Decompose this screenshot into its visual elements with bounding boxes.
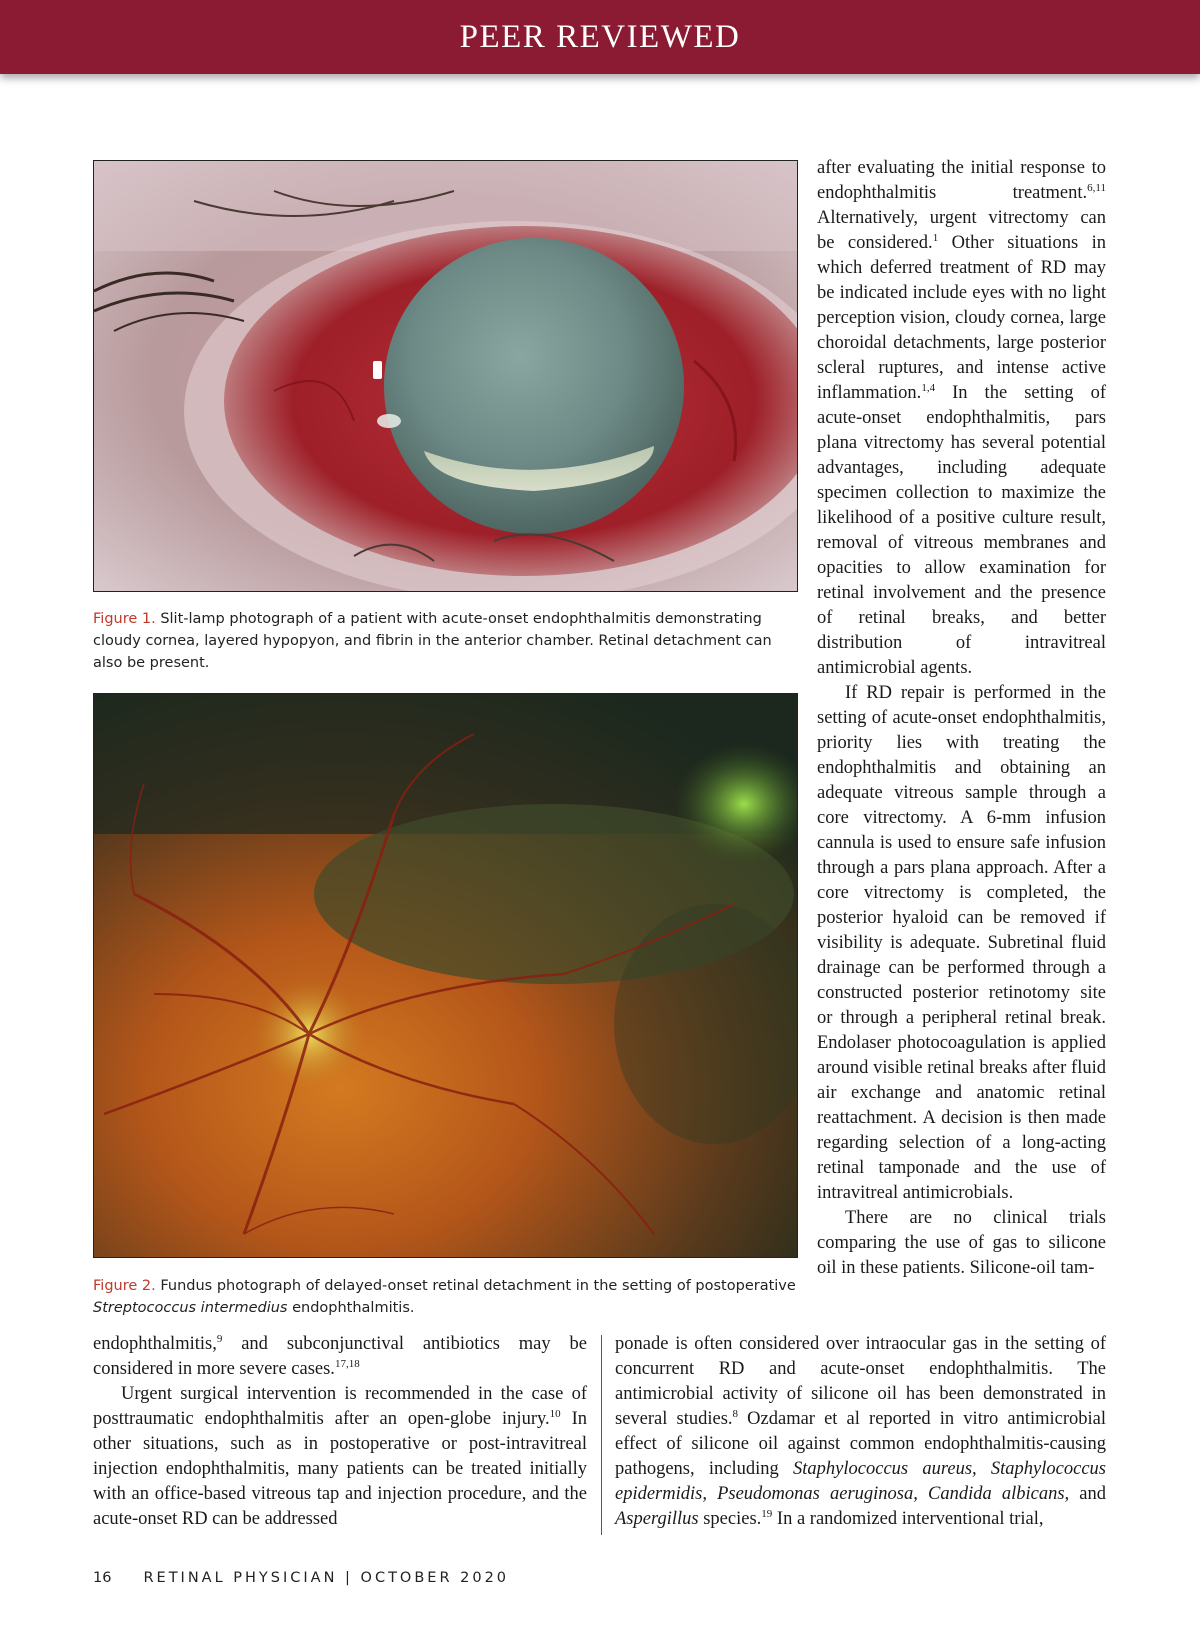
figure-2-caption-text: Fundus photograph of delayed-onset retinal detachment in the setting of postoperative (160, 1278, 796, 1294)
figure-2-label: Figure 2. (93, 1278, 156, 1294)
reference-superscript: 9 (216, 1332, 223, 1345)
text-run: Alternatively, urgent vitrectomy can be considered. (817, 208, 1106, 253)
text-run: endophthalmitis, (93, 1334, 217, 1354)
paragraph (93, 1332, 587, 1382)
text-run: and (1069, 1484, 1106, 1504)
text-run: after evaluating the initial response to endophthalmitis treatment. (817, 158, 1106, 203)
page-number: 16 (93, 1570, 112, 1586)
paragraph (817, 156, 1106, 681)
section-title: PEER REVIEWED (459, 18, 741, 55)
text-run: Other situations in which deferred treatment of RD may be indicated include eyes with no light perception vision, cloudy cornea, large choroidal detachments, large posterior scleral ruptures, and intense active inflammation. (817, 233, 1106, 403)
text-run: In a randomized interventional trial, (772, 1509, 1044, 1529)
right-column-top-text (817, 156, 1106, 1281)
figure-2-caption (93, 1275, 805, 1319)
slit-lamp-image (94, 161, 797, 591)
text-run: species. (698, 1509, 762, 1529)
paragraph (615, 1332, 1106, 1532)
header-banner (0, 0, 1200, 74)
column-divider (601, 1335, 602, 1535)
figure-2-caption-end: endophthalmitis. (292, 1300, 415, 1316)
reference-superscript: 1 (932, 231, 939, 244)
paragraph: If RD repair is performed in the setting of acute-onset endophthalmitis, priority lies with treating the endophthalmitis and obtaining an adequate vitreous sample through a core vitrectomy. A 6-mm infusion cannula is used to ensure safe infusion through a pars plana approach. After a core vitrectomy is completed, the posterior hyaloid can be removed if visibility is adequate. Subretinal fluid drainage can be performed through a constructed posterior retinotomy site or through a peripheral retinal break. Endolaser photocoagulation is applied around visible retinal breaks after fluid air exchange and anatomic retinal reattachment. A decision is then made regarding selection of a long-acting retinal tamponade and the use of intravitreal antimicrobials. (817, 683, 1106, 1203)
text-run: Ozdamar et al reported in vitro antimicrobial effect of silicone oil against common endophthalmitis-causing pathogens, including (615, 1409, 1106, 1479)
figure-2-fundus-photograph (93, 693, 798, 1258)
figure-1-label: Figure 1. (93, 611, 156, 627)
left-column-bottom-text (93, 1332, 587, 1532)
right-column-bottom-text (615, 1332, 1106, 1532)
reference-superscript: 17,18 (334, 1357, 360, 1370)
text-run: Urgent surgical intervention is recommended in the case of posttraumatic endophthalmitis after an open-globe injury. (93, 1384, 587, 1429)
figure-1-slit-lamp-photograph (93, 160, 798, 592)
text-run: ponade is often considered over intraocular gas in the setting of concurrent RD and acute-onset endophthalmitis. The antimicrobial activity of silicone oil has been demonstrated in several studies. (615, 1334, 1106, 1429)
reference-superscript: 19 (761, 1507, 773, 1520)
paragraph (93, 1382, 587, 1532)
text-run: In other situations, such as in postoperative or post-intravitreal injection endophthalmitis, many patients can be treated initially with an office-based vitreous tap and injection procedure, and the acute-onset RD can be addressed (93, 1409, 587, 1529)
reference-superscript: 6,11 (1087, 181, 1106, 194)
reference-superscript: 10 (549, 1407, 561, 1420)
species-names: Staphylococcus aureus, Staphylococcus epidermidis, Pseudomonas aeruginosa, Candida albicans, (615, 1459, 1106, 1504)
paragraph: There are no clinical trials comparing the use of gas to silicone oil in these patients. Silicone-oil tam- (817, 1208, 1106, 1278)
reference-superscript: 8 (732, 1407, 739, 1420)
reference-superscript: 1,4 (921, 381, 936, 394)
figure-1-caption-text: Slit-lamp photograph of a patient with acute-onset endophthalmitis demonstrating cloudy cornea, layered hypopyon, and fibrin in the anterior chamber. Retinal detachment can also be present. (93, 611, 772, 671)
figure-1-caption (93, 608, 805, 674)
figure-2-caption-species: Streptococcus intermedius (93, 1300, 288, 1316)
fundus-image (94, 694, 797, 1257)
page-footer (93, 1570, 509, 1586)
text-run: In the setting of acute-onset endophthalmitis, pars plana vitrectomy has several potential advantages, including adequate specimen collection to maximize the likelihood of a positive culture result, removal of vitreous membranes and opacities to allow examination for retinal involvement and the presence of retinal breaks, and better distribution of intravitreal antimicrobial agents. (817, 383, 1106, 678)
text-run: and subconjunctival antibiotics may be considered in more severe cases. (93, 1334, 587, 1379)
species-name: Aspergillus (615, 1509, 699, 1529)
publication-name: RETINAL PHYSICIAN | OCTOBER 2020 (143, 1570, 510, 1586)
